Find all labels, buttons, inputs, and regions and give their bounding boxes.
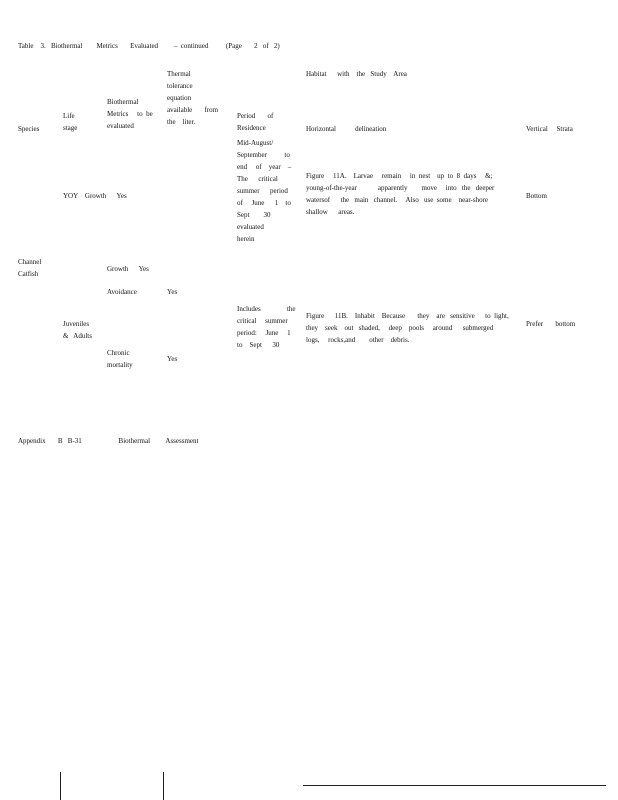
vertical-cell-juveniles: Prefer bottom <box>526 320 576 328</box>
equation-avoidance: Yes <box>167 288 178 296</box>
species-header: Species <box>18 125 40 133</box>
life-stage-header: Life stage <box>63 112 78 132</box>
species-name: Channel Catfish <box>18 258 42 278</box>
vertical-header: Vertical Strata <box>526 125 573 133</box>
horizontal-cell-yoy: Figure 11A. Larvae remain in nest up to 8 days &; young-of-the-year apparently move into the deeper watersof the main channel. Also use some near-shore shallow areas. <box>306 172 495 216</box>
bottom-divider-left <box>60 772 61 800</box>
table-caption: Table 3. Biothermal Metrics Evaluated – continued (Page 2 of 2) <box>18 42 280 50</box>
bottom-rule <box>303 785 606 786</box>
thermal-tolerance-header: Thermal tolerance equation available from the liter. <box>167 70 219 126</box>
page-footer: Appendix B B-31 Biothermal Assessment <box>18 437 199 445</box>
vertical-cell-yoy: Bottom <box>526 192 548 200</box>
bottom-divider-mid <box>163 772 164 800</box>
life-stage-yoy: YOY Growth Yes <box>63 192 127 200</box>
period-header: Period of Residence <box>237 112 274 132</box>
equation-chronic-mortality: Yes <box>167 355 178 363</box>
metric-avoidance: Avoidance <box>107 288 137 296</box>
horizontal-header: Horizontal delineation <box>306 125 387 133</box>
metric-chronic-mortality: Chronic mortality <box>107 349 133 369</box>
period-cell-yoy: Mid-August/ September to end of year – The critical summer period of June 1 to Sept 30 evaluated herein <box>237 139 292 243</box>
metric-growth: Growth Yes <box>107 265 149 273</box>
life-stage-juveniles: Juveniles & Adults <box>63 320 92 340</box>
metrics-header: Biothermal Metrics to be evaluated <box>107 98 153 130</box>
horizontal-cell-juveniles: Figure 11B. Inhabit Because they are sensitive to light, they seek out shaded, deep pools around submerged logs, rocks,and other debris. <box>306 312 509 344</box>
period-cell-juveniles: Includes the critical summer period: June 1 to Sept 30 <box>237 305 296 349</box>
habitat-group-header: Habitat with the Study Area <box>306 70 407 78</box>
